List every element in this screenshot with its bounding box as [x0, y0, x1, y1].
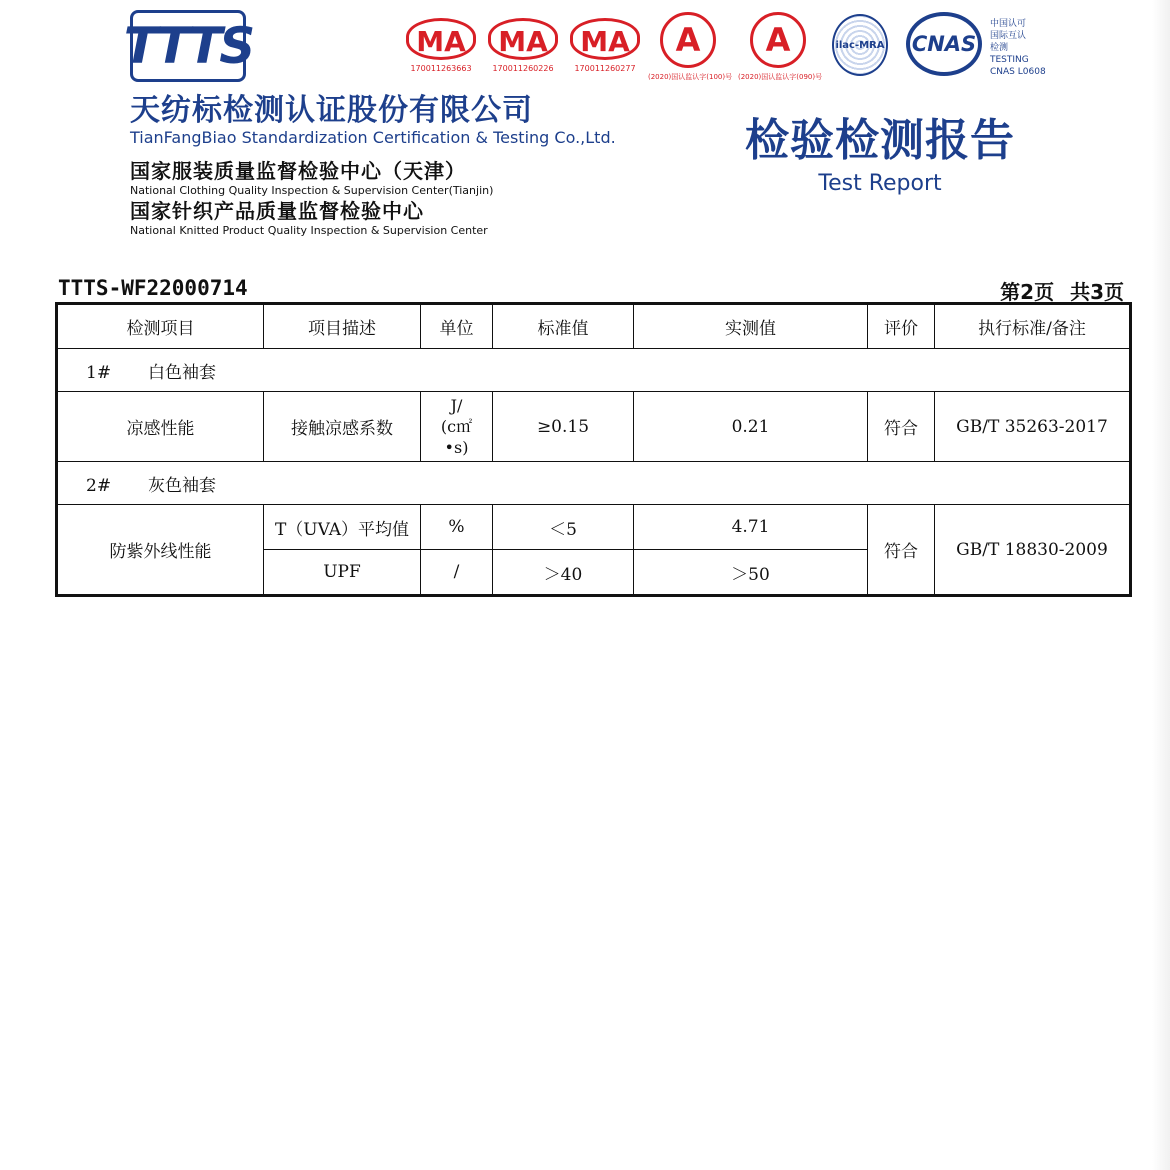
- header-cell: 评价: [868, 304, 935, 349]
- evaluation-cell: 符合: [868, 505, 935, 596]
- standard-value-cell: ＞40: [493, 550, 634, 596]
- ma-mark-icon: MA: [570, 18, 640, 60]
- measured-value-cell: 4.71: [634, 505, 868, 550]
- sample-number: 2#: [86, 475, 112, 496]
- center2-name-cn: 国家针织产品质量监督检验中心: [130, 199, 424, 223]
- ca-mark-icon: A: [750, 12, 806, 68]
- report-title-en: Test Report: [818, 171, 942, 196]
- company-logo: TTTS: [130, 10, 246, 82]
- ca-seal-1: [648, 12, 733, 82]
- header-cell: 执行标准/备注: [935, 304, 1131, 349]
- inspection-centers: [130, 158, 690, 238]
- item-description-cell: UPF: [264, 550, 421, 596]
- sample-group-row: [57, 462, 1131, 505]
- company-name-en: TianFangBiao Standardization Certification & Testing Co.,Ltd.: [130, 128, 616, 147]
- ca-mark-icon: A: [660, 12, 716, 68]
- cnas-caption-line: TESTING: [990, 55, 1029, 65]
- header-cell: 单位: [421, 304, 493, 349]
- ca-seal-number: (2020)国认监认字(090)号: [738, 73, 823, 81]
- header-cell: 实测值: [634, 304, 868, 349]
- ilac-mra-icon: ilac-MRA: [832, 14, 888, 76]
- ma-seal-3: [570, 18, 640, 73]
- cnas-caption-line: 检测: [990, 43, 1009, 53]
- ca-seal-2: [738, 12, 823, 82]
- test-item-cell: 防紫外线性能: [57, 505, 264, 596]
- method-cell: GB/T 35263-2017: [935, 392, 1131, 462]
- ma-seal-number: 170011260226: [492, 64, 554, 73]
- center1-name-cn: 国家服装质量监督检验中心（天津）: [130, 159, 466, 183]
- measured-value-cell: ＞50: [634, 550, 868, 596]
- unit-cell: /: [421, 550, 493, 596]
- standard-value-cell: ≥0.15: [493, 392, 634, 462]
- measured-value-cell: 0.21: [634, 392, 868, 462]
- sample-group-row: [57, 349, 1131, 392]
- item-description-cell: 接触凉感系数: [264, 392, 421, 462]
- cnas-caption-line: 中国认可: [990, 19, 1027, 29]
- certification-seals: [400, 12, 1060, 92]
- unit-cell: [421, 392, 493, 462]
- sample-group-cell: [57, 349, 1131, 392]
- header-cell: 检测项目: [57, 304, 264, 349]
- cnas-icon: CNAS: [906, 12, 982, 76]
- cnas-caption-line: 国际互认: [990, 31, 1027, 41]
- test-item-cell: 凉感性能: [57, 392, 264, 462]
- unit-line: •s): [444, 438, 469, 457]
- company-name-cn: 天纺标检测认证股份有限公司: [130, 93, 533, 128]
- report-number: TTTS-WF22000714: [58, 276, 248, 300]
- table-row: [57, 505, 1131, 550]
- table-row: [57, 392, 1131, 462]
- header-cell: 标准值: [493, 304, 634, 349]
- unit-line: J/: [450, 396, 463, 415]
- center1-name-en: National Clothing Quality Inspection & Supervision Center(Tianjin): [130, 184, 494, 197]
- results-table: [55, 302, 1132, 597]
- standard-value-cell: ＜5: [493, 505, 634, 550]
- table-header-row: [57, 304, 1131, 349]
- report-title: [740, 114, 1020, 198]
- method-cell: GB/T 18830-2009: [935, 505, 1131, 596]
- ca-seal-number: (2020)国认监认字(100)号: [648, 73, 733, 81]
- sample-group-cell: [57, 462, 1131, 505]
- ma-seal-1: [406, 18, 476, 73]
- cnas-caption-line: CNAS L0608: [990, 67, 1046, 77]
- report-title-cn: 检验检测报告: [745, 115, 1015, 166]
- page-info: [1000, 276, 1124, 305]
- ma-mark-icon: MA: [406, 18, 476, 60]
- item-description-cell: T（UVA）平均值: [264, 505, 421, 550]
- sample-name: 白色袖套: [148, 362, 216, 383]
- page-number: 第2页: [1000, 280, 1055, 304]
- sample-number: 1#: [86, 362, 112, 383]
- ma-seal-number: 170011263663: [410, 64, 472, 73]
- unit-cell: %: [421, 505, 493, 550]
- sample-name: 灰色袖套: [148, 475, 216, 496]
- company-block: [130, 94, 690, 148]
- evaluation-cell: 符合: [868, 392, 935, 462]
- cnas-caption: [990, 18, 1070, 78]
- unit-line: (c㎡: [440, 417, 473, 436]
- ma-seal-number: 170011260277: [574, 64, 636, 73]
- ma-seal-2: [488, 18, 558, 73]
- page-total: 共3页: [1070, 280, 1124, 304]
- page-edge: [1152, 0, 1170, 1170]
- header-cell: 项目描述: [264, 304, 421, 349]
- center2-name-en: National Knitted Product Quality Inspection & Supervision Center: [130, 224, 488, 237]
- ma-mark-icon: MA: [488, 18, 558, 60]
